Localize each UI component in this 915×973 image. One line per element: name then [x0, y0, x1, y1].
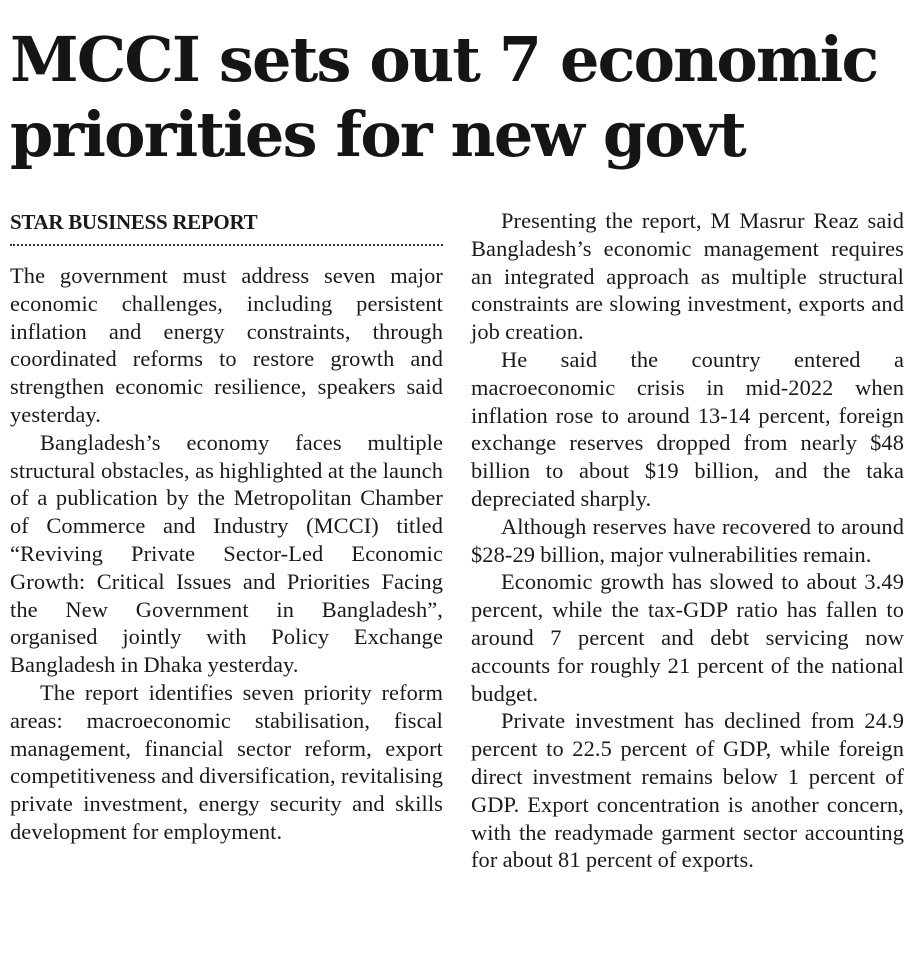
paragraph-right-4: Economic growth has slowed to about 3.49 percent, while the tax-GDP ratio has fallen to around 7 percent and debt servicing now accounts for roughly 21 percent of the national budget.	[471, 569, 904, 706]
paragraph-right-2: He said the country entered a macroeconomic crisis in mid-2022 when inflation rose to around 13-14 percent, foreign exchange reserves dropped from nearly $48 billion to about $19 billion, and the taka depreciated sharply.	[471, 346, 904, 511]
paragraph-left-1: The government must address seven major economic challenges, including persistent inflation and energy constraints, through coordinated reforms to restore growth and strengthen economic resilience, speakers said yesterday.	[10, 263, 443, 427]
headline-line-1: MCCI sets out 7 economic	[10, 23, 878, 96]
right-column	[471, 207, 904, 874]
byline: STAR BUSINESS REPORT	[10, 210, 258, 234]
paragraph-left-2: Bangladesh’s economy faces multiple structural obstacles, as highlighted at the launch of a publication by the Metropolitan Chamber of Commerce and Industry (MCCI) titled “Reviving Private Sector-Led Economic Growth: Critical Issues and Priorities Facing the New Government in Bangladesh”, organised jointly with Policy Exchange Bangladesh in Dhaka yesterday.	[10, 429, 443, 678]
paragraph-right-5: Private investment has declined from 24.9 percent to 22.5 percent of GDP, while foreign direct investment remains below 1 percent of GDP. Export concentration is another concern, with the readymade garment sector accounting for about 81 percent of exports.	[471, 708, 904, 873]
paragraph-left-3: The report identifies seven priority reform areas: macroeconomic stabilisation, fiscal management, financial sector reform, export competitiveness and diversification, revitalising private investment, energy security and skills development for employment.	[10, 679, 443, 844]
left-column	[10, 262, 443, 846]
headline-line-2: priorities for new govt	[10, 98, 745, 171]
paragraph-right-3: Although reserves have recovered to around $28-29 billion, major vulnerabilities remain.	[471, 513, 904, 567]
paragraph-right-1: Presenting the report, M Masrur Reaz said Bangladesh’s economic management requires an integrated approach as multiple structural constraints are slowing investment, exports and job creation.	[471, 208, 904, 345]
byline-divider	[10, 244, 443, 246]
headline	[10, 22, 910, 172]
